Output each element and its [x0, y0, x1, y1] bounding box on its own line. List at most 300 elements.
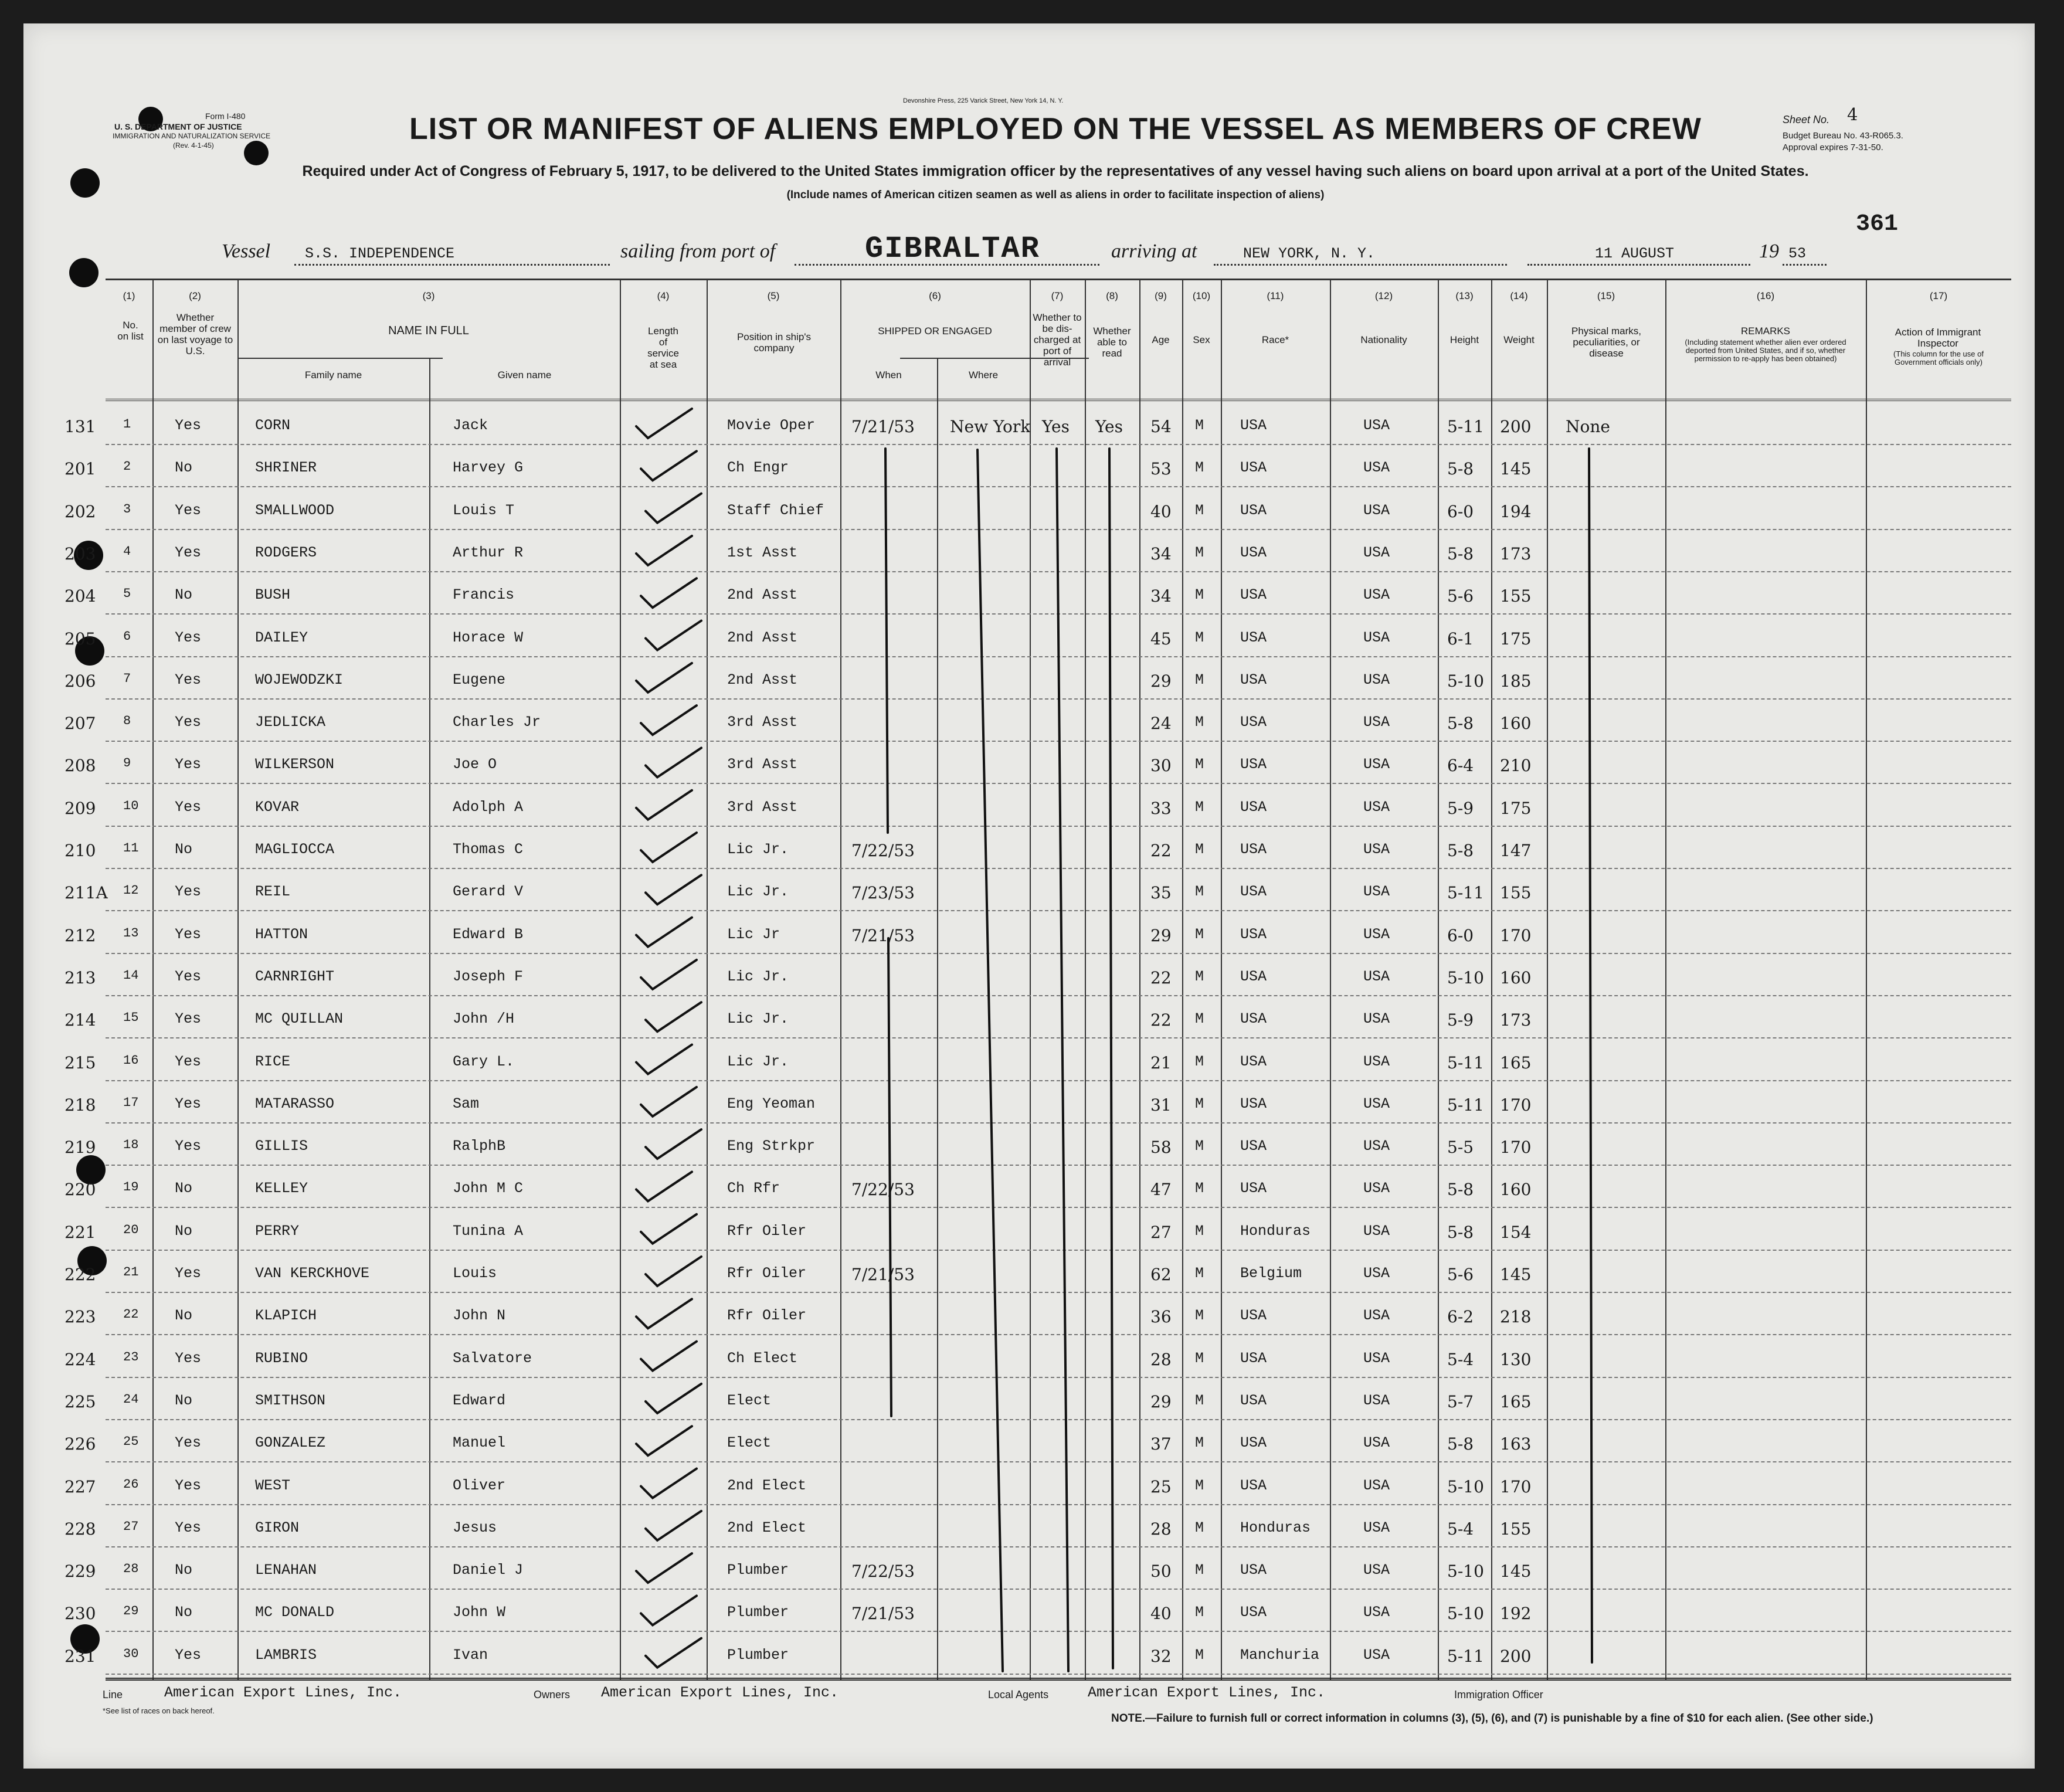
- row-height: 5-7: [1447, 1391, 1474, 1411]
- row-position: 3rd Asst: [727, 714, 798, 731]
- row-number: 30: [123, 1646, 139, 1661]
- row-shipped-when: 7/22/53: [851, 841, 915, 860]
- row-discharged: Yes: [1042, 417, 1070, 436]
- row-family-name: VAN KERCKHOVE: [255, 1265, 370, 1282]
- budget-bureau: Budget Bureau No. 43-R065.3.: [1783, 131, 1903, 141]
- row-race: USA: [1240, 1477, 1267, 1494]
- row-age: 54: [1150, 417, 1172, 436]
- row-sex: M: [1195, 1477, 1204, 1494]
- row-family-name: SMITHSON: [255, 1391, 326, 1409]
- table-row: [64, 790, 2011, 827]
- row-ref: 215: [64, 1053, 96, 1073]
- row-nationality: USA: [1363, 1562, 1390, 1579]
- row-position: Lic Jr.: [727, 1010, 789, 1028]
- row-given-name: Joseph F: [453, 968, 524, 985]
- row-height: 6-2: [1447, 1307, 1474, 1327]
- row-given-name: Eugene: [453, 671, 506, 688]
- row-prev-voyage: No: [175, 1307, 193, 1325]
- row-number: 29: [123, 1604, 139, 1619]
- row-nationality: USA: [1363, 756, 1390, 773]
- row-family-name: SHRINER: [255, 459, 317, 477]
- row-given-name: Louis: [453, 1265, 497, 1282]
- row-weight: 165: [1500, 1053, 1532, 1073]
- row-nationality: USA: [1363, 1434, 1390, 1452]
- punch-hole: [244, 141, 269, 165]
- row-position: Lic Jr: [727, 925, 780, 943]
- row-height: 5-4: [1447, 1349, 1474, 1369]
- row-sex: M: [1195, 1180, 1204, 1197]
- row-given-name: RalphB: [453, 1138, 506, 1155]
- row-position: Lic Jr.: [727, 841, 789, 858]
- row-sex: M: [1195, 1138, 1204, 1155]
- row-prev-voyage: Yes: [175, 925, 202, 943]
- row-prev-voyage: No: [175, 841, 193, 858]
- row-given-name: Gerard V: [453, 883, 524, 901]
- row-sex: M: [1195, 1391, 1204, 1409]
- table-row: [64, 1045, 2011, 1081]
- row-ref: 208: [64, 756, 96, 776]
- row-number: 8: [123, 714, 131, 729]
- row-given-name: Arthur R: [453, 544, 524, 561]
- row-sex: M: [1195, 501, 1204, 519]
- row-number: 27: [123, 1519, 139, 1534]
- row-sex: M: [1195, 841, 1204, 858]
- row-age: 22: [1150, 1010, 1172, 1030]
- row-race: Belgium: [1240, 1265, 1302, 1282]
- row-nationality: USA: [1363, 1053, 1390, 1070]
- row-race: USA: [1240, 586, 1267, 604]
- punch-hole: [69, 258, 99, 287]
- year-underline: [1783, 264, 1827, 266]
- row-prev-voyage: No: [175, 1562, 193, 1579]
- row-number: 5: [123, 586, 131, 602]
- form-number: Form I-480: [205, 111, 246, 121]
- row-number: 24: [123, 1391, 139, 1407]
- row-weight: 173: [1500, 544, 1532, 564]
- row-number: 10: [123, 798, 139, 813]
- row-race: USA: [1240, 756, 1267, 773]
- row-prev-voyage: No: [175, 1222, 193, 1240]
- row-sex: M: [1195, 1095, 1204, 1112]
- col-label-15: Physical marks, peculiarities, or disease: [1571, 325, 1642, 359]
- row-given-name: Louis T: [453, 501, 515, 519]
- row-prev-voyage: No: [175, 586, 193, 604]
- row-family-name: MC DONALD: [255, 1604, 335, 1621]
- subheader-line: [237, 358, 443, 359]
- row-prev-voyage: Yes: [175, 629, 202, 646]
- punch-hole: [70, 168, 100, 198]
- row-given-name: Thomas C: [453, 841, 524, 858]
- col-label-16-note: (Including statement whether alien ever ordered deported from United States, and if so, whether permission to re-apply has been obtained): [1685, 338, 1846, 363]
- row-ref: 201: [64, 459, 96, 479]
- row-nationality: USA: [1363, 459, 1390, 477]
- table-row: [64, 1299, 2011, 1335]
- row-given-name: Salvatore: [453, 1349, 532, 1367]
- row-nationality: USA: [1363, 1222, 1390, 1240]
- row-height: 5-8: [1447, 1180, 1474, 1200]
- row-sex: M: [1195, 798, 1204, 816]
- row-ref: 227: [64, 1477, 96, 1496]
- row-sex: M: [1195, 1307, 1204, 1325]
- row-given-name: Manuel: [453, 1434, 506, 1452]
- row-age: 45: [1150, 629, 1172, 649]
- year-suffix: 53: [1788, 245, 1807, 262]
- arriving-label: arriving at: [1111, 240, 1197, 262]
- row-family-name: MC QUILLAN: [255, 1010, 344, 1028]
- col-num-12: (12): [1374, 290, 1393, 301]
- row-nationality: USA: [1363, 1265, 1390, 1282]
- row-nationality: USA: [1363, 841, 1390, 858]
- row-nationality: USA: [1363, 1349, 1390, 1367]
- row-prev-voyage: Yes: [175, 1434, 202, 1452]
- row-age: 29: [1150, 1391, 1172, 1411]
- row-sex: M: [1195, 925, 1204, 943]
- arrival-date: 11 AUGUST: [1595, 245, 1675, 262]
- row-nationality: USA: [1363, 671, 1390, 688]
- row-race: USA: [1240, 544, 1267, 561]
- row-prev-voyage: Yes: [175, 1265, 202, 1282]
- row-number: 9: [123, 756, 131, 771]
- row-race: Honduras: [1240, 1222, 1311, 1240]
- row-nationality: USA: [1363, 968, 1390, 985]
- row-weight: 173: [1500, 1010, 1532, 1030]
- sheet-label: Sheet No.: [1783, 114, 1830, 125]
- row-race: USA: [1240, 714, 1267, 731]
- row-number: 6: [123, 629, 131, 644]
- row-family-name: GIRON: [255, 1519, 300, 1536]
- row-family-name: HATTON: [255, 925, 308, 943]
- row-ref: 205: [64, 629, 96, 649]
- row-position: Rfr Oiler: [727, 1222, 807, 1240]
- row-weight: 160: [1500, 968, 1532, 987]
- row-sex: M: [1195, 1646, 1204, 1664]
- row-shipped-when: 7/21/53: [851, 1604, 915, 1624]
- row-number: 25: [123, 1434, 139, 1450]
- row-ref: 212: [64, 925, 96, 945]
- owners-value: American Export Lines, Inc.: [601, 1684, 839, 1701]
- row-given-name: Charles Jr: [453, 714, 541, 731]
- row-height: 5-4: [1447, 1519, 1474, 1539]
- row-nationality: USA: [1363, 798, 1390, 816]
- row-sex: M: [1195, 417, 1204, 434]
- row-race: USA: [1240, 883, 1267, 901]
- row-age: 25: [1150, 1477, 1172, 1496]
- arriving-underline: [1214, 264, 1507, 266]
- row-number: 11: [123, 841, 139, 856]
- table-row: [64, 451, 2011, 487]
- row-height: 5-11: [1447, 1095, 1484, 1115]
- row-ref: 228: [64, 1519, 96, 1539]
- row-prev-voyage: Yes: [175, 756, 202, 773]
- row-sex: M: [1195, 756, 1204, 773]
- row-family-name: LENAHAN: [255, 1562, 317, 1579]
- row-shipped-when: 7/22/53: [851, 1180, 915, 1200]
- row-given-name: John /H: [453, 1010, 515, 1028]
- row-prev-voyage: Yes: [175, 417, 202, 434]
- row-sex: M: [1195, 544, 1204, 561]
- row-sex: M: [1195, 459, 1204, 477]
- row-number: 4: [123, 544, 131, 559]
- table-row: [64, 1511, 2011, 1547]
- row-position: 2nd Asst: [727, 629, 798, 646]
- row-nationality: USA: [1363, 1307, 1390, 1325]
- row-family-name: CORN: [255, 417, 291, 434]
- row-nationality: USA: [1363, 883, 1390, 901]
- row-weight: 154: [1500, 1222, 1532, 1242]
- row-age: 31: [1150, 1095, 1172, 1115]
- table-row: [64, 1596, 2011, 1632]
- row-height: 5-8: [1447, 1434, 1474, 1454]
- row-weight: 185: [1500, 671, 1532, 691]
- row-height: 5-6: [1447, 586, 1474, 606]
- row-race: USA: [1240, 1434, 1267, 1452]
- row-ref: 231: [64, 1646, 96, 1666]
- row-given-name: Harvey G: [453, 459, 524, 477]
- row-weight: 210: [1500, 756, 1532, 776]
- row-number: 28: [123, 1562, 139, 1577]
- row-nationality: USA: [1363, 714, 1390, 731]
- printer-line: Devonshire Press, 225 Varick Street, New York 14, N. Y.: [903, 97, 1064, 104]
- row-weight: 170: [1500, 1095, 1532, 1115]
- col-num-9: (9): [1155, 290, 1167, 301]
- row-ref: 209: [64, 798, 96, 818]
- row-nationality: USA: [1363, 1477, 1390, 1494]
- vessel-label: Vessel: [222, 240, 271, 262]
- row-given-name: Daniel J: [453, 1562, 524, 1579]
- row-given-name: John W: [453, 1604, 506, 1621]
- col-label-8: Whether able to read: [1093, 325, 1131, 359]
- row-race: USA: [1240, 1138, 1267, 1155]
- row-weight: 218: [1500, 1307, 1532, 1327]
- col-label-2: Whether member of crew on last voyage to U.S.: [157, 312, 233, 357]
- row-shipped-when: 7/23/53: [851, 883, 915, 903]
- row-nationality: USA: [1363, 544, 1390, 561]
- row-weight: 175: [1500, 798, 1532, 818]
- col-label-10: Sex: [1193, 334, 1210, 345]
- row-prev-voyage: Yes: [175, 1646, 202, 1664]
- row-prev-voyage: Yes: [175, 968, 202, 985]
- row-height: 5-11: [1447, 1053, 1484, 1073]
- row-sex: M: [1195, 586, 1204, 604]
- row-ref: 206: [64, 671, 96, 691]
- col-num-14: (14): [1510, 290, 1528, 301]
- table-row: [64, 875, 2011, 911]
- row-weight: 175: [1500, 629, 1532, 649]
- col-label-6: SHIPPED OR ENGAGED: [878, 325, 992, 337]
- row-number: 20: [123, 1222, 139, 1237]
- vessel-underline: [294, 264, 610, 266]
- row-height: 5-11: [1447, 1646, 1484, 1666]
- date-underline: [1527, 264, 1750, 266]
- row-given-name: Jack: [453, 417, 488, 434]
- row-height: 5-9: [1447, 798, 1474, 818]
- row-sex: M: [1195, 1222, 1204, 1240]
- row-given-name: Oliver: [453, 1477, 506, 1494]
- row-age: 36: [1150, 1307, 1172, 1327]
- row-height: 5-8: [1447, 714, 1474, 734]
- row-age: 22: [1150, 841, 1172, 860]
- table-row: [64, 494, 2011, 530]
- races-note: *See list of races on back hereof.: [103, 1706, 215, 1715]
- row-weight: 155: [1500, 883, 1532, 903]
- row-family-name: SMALLWOOD: [255, 501, 335, 519]
- row-height: 5-11: [1447, 417, 1484, 436]
- col-label-5: Position in ship's company: [736, 331, 812, 354]
- row-age: 28: [1150, 1519, 1172, 1539]
- row-number: 23: [123, 1349, 139, 1365]
- row-number: 26: [123, 1477, 139, 1492]
- row-race: USA: [1240, 501, 1267, 519]
- col-label-13: Height: [1449, 334, 1479, 345]
- row-position: Movie Oper: [727, 417, 816, 434]
- row-position: Lic Jr.: [727, 968, 789, 985]
- row-weight: 130: [1500, 1349, 1532, 1369]
- row-number: 22: [123, 1307, 139, 1322]
- include-text: (Include names of American citizen seamen as well as aliens in order to facilitate inspection of aliens): [786, 189, 1325, 201]
- row-age: 22: [1150, 968, 1172, 987]
- row-sex: M: [1195, 1349, 1204, 1367]
- row-height: 6-4: [1447, 756, 1474, 776]
- row-age: 35: [1150, 883, 1172, 903]
- row-nationality: USA: [1363, 1138, 1390, 1155]
- col-num-15: (15): [1597, 290, 1615, 301]
- row-ref: 220: [64, 1180, 96, 1200]
- row-family-name: WOJEWODZKI: [255, 671, 344, 688]
- row-race: USA: [1240, 1010, 1267, 1028]
- row-race: USA: [1240, 798, 1267, 816]
- row-position: Ch Elect: [727, 1349, 798, 1367]
- row-position: 2nd Asst: [727, 671, 798, 688]
- row-ref: 218: [64, 1095, 96, 1115]
- col-num-17: (17): [1929, 290, 1948, 301]
- row-age: 30: [1150, 756, 1172, 776]
- row-number: 2: [123, 459, 131, 474]
- row-weight: 145: [1500, 1265, 1532, 1284]
- table-row: [64, 1214, 2011, 1251]
- row-sex: M: [1195, 671, 1204, 688]
- row-position: 1st Asst: [727, 544, 798, 561]
- row-ref: 222: [64, 1265, 96, 1284]
- row-weight: 170: [1500, 925, 1532, 945]
- row-weight: 147: [1500, 841, 1532, 860]
- row-race: USA: [1240, 459, 1267, 477]
- row-number: 19: [123, 1180, 139, 1195]
- row-height: 5-5: [1447, 1138, 1474, 1158]
- row-age: 28: [1150, 1349, 1172, 1369]
- table-row: [64, 536, 2011, 572]
- row-ref: 213: [64, 968, 96, 987]
- row-ref: 210: [64, 841, 96, 860]
- col-label-16: REMARKS: [1740, 325, 1791, 337]
- row-sex: M: [1195, 629, 1204, 646]
- row-prev-voyage: Yes: [175, 798, 202, 816]
- col-label-family: Family name: [304, 369, 362, 381]
- col-label-14: Weight: [1503, 334, 1535, 345]
- row-ref: 221: [64, 1222, 96, 1242]
- row-number: 15: [123, 1010, 139, 1026]
- row-weight: 170: [1500, 1138, 1532, 1158]
- approval-expires: Approval expires 7-31-50.: [1783, 142, 1883, 152]
- row-sex: M: [1195, 1562, 1204, 1579]
- line-label: Line: [103, 1689, 123, 1701]
- table-row: [64, 1172, 2011, 1208]
- row-given-name: John N: [453, 1307, 506, 1325]
- row-number: 14: [123, 968, 139, 983]
- row-ref: 226: [64, 1434, 96, 1454]
- row-prev-voyage: No: [175, 1391, 193, 1409]
- row-age: 29: [1150, 925, 1172, 945]
- row-position: Plumber: [727, 1604, 789, 1621]
- col-label-9: Age: [1152, 334, 1170, 345]
- row-nationality: USA: [1363, 586, 1390, 604]
- row-family-name: GONZALEZ: [255, 1434, 326, 1452]
- row-sex: M: [1195, 968, 1204, 985]
- table-row: [64, 578, 2011, 615]
- table-row: [64, 960, 2011, 996]
- col-label-17: Action of Immigrant Inspector: [1895, 327, 1981, 349]
- col-num-11: (11): [1267, 290, 1284, 301]
- col-num-1: (1): [123, 290, 135, 301]
- row-number: 13: [123, 925, 139, 941]
- manifest-page: [23, 23, 2035, 1769]
- row-prev-voyage: Yes: [175, 1010, 202, 1028]
- row-nationality: USA: [1363, 1010, 1390, 1028]
- row-family-name: LAMBRIS: [255, 1646, 317, 1664]
- col-label-where: Where: [968, 369, 999, 381]
- row-race: USA: [1240, 671, 1267, 688]
- col-label-given: Given name: [497, 369, 552, 381]
- line-value: American Export Lines, Inc.: [164, 1684, 402, 1701]
- row-family-name: MAGLIOCCA: [255, 841, 335, 858]
- row-given-name: John M C: [453, 1180, 524, 1197]
- row-ref: 219: [64, 1138, 96, 1158]
- row-height: 5-10: [1447, 1562, 1484, 1581]
- row-position: 2nd Asst: [727, 586, 798, 604]
- col-label-12: Nationality: [1360, 334, 1407, 345]
- table-row: [64, 663, 2011, 700]
- row-sex: M: [1195, 1010, 1204, 1028]
- row-weight: 160: [1500, 714, 1532, 734]
- row-prev-voyage: Yes: [175, 1095, 202, 1112]
- row-family-name: KOVAR: [255, 798, 300, 816]
- row-height: 5-6: [1447, 1265, 1474, 1284]
- row-weight: 145: [1500, 459, 1532, 479]
- row-family-name: KLAPICH: [255, 1307, 317, 1325]
- row-age: 34: [1150, 544, 1172, 564]
- row-family-name: JEDLICKA: [255, 714, 326, 731]
- row-age: 62: [1150, 1265, 1172, 1284]
- row-family-name: REIL: [255, 883, 291, 901]
- row-position: 3rd Asst: [727, 798, 798, 816]
- row-sex: M: [1195, 1053, 1204, 1070]
- col-num-4: (4): [657, 290, 670, 301]
- row-position: Plumber: [727, 1646, 789, 1664]
- row-race: USA: [1240, 629, 1267, 646]
- col-label-11: Race*: [1261, 334, 1289, 345]
- row-prev-voyage: Yes: [175, 883, 202, 901]
- row-number: 1: [123, 417, 131, 432]
- row-position: Plumber: [727, 1562, 789, 1579]
- row-nationality: USA: [1363, 501, 1390, 519]
- row-prev-voyage: Yes: [175, 1477, 202, 1494]
- agents-label: Local Agents: [988, 1689, 1049, 1701]
- table-top-border: [106, 279, 2011, 280]
- agents-value: American Export Lines, Inc.: [1088, 1684, 1326, 1701]
- row-sex: M: [1195, 1604, 1204, 1621]
- row-race: USA: [1240, 1604, 1267, 1621]
- row-ref: 211A: [64, 883, 108, 903]
- row-height: 5-9: [1447, 1010, 1474, 1030]
